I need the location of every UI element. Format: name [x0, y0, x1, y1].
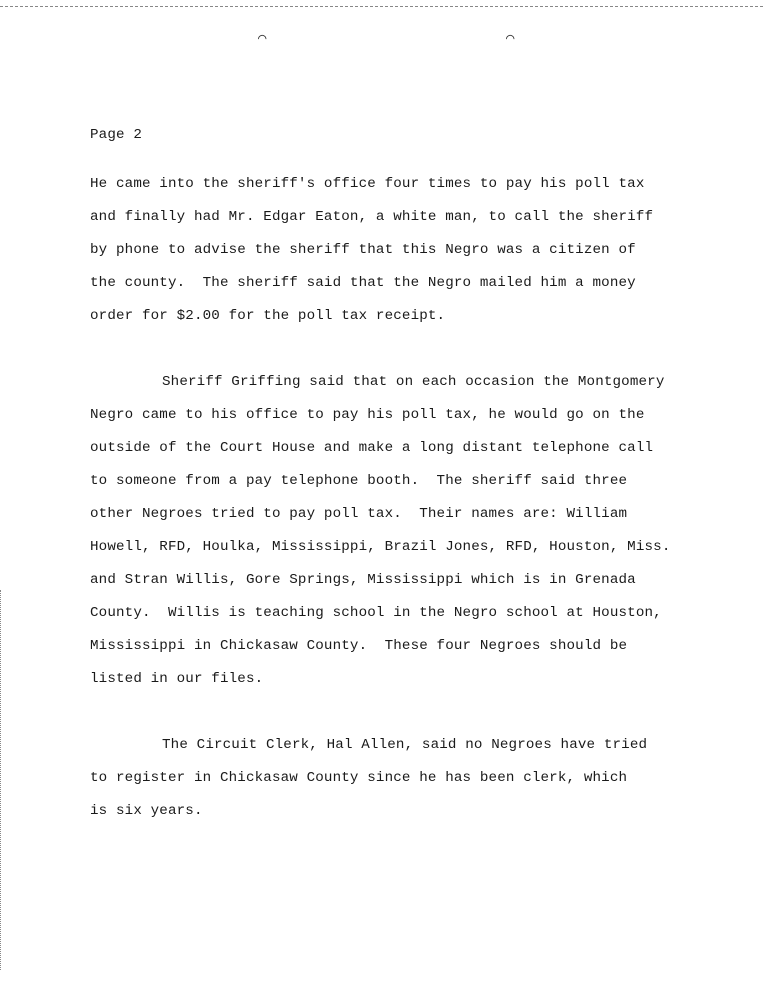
text-line: by phone to advise the sheriff that this Negro was a citizen of: [90, 242, 636, 258]
text-line: and Stran Willis, Gore Springs, Mississippi which is in Grenada: [90, 572, 636, 588]
text-line: the county. The sheriff said that the Negro mailed him a money: [90, 275, 636, 291]
text-line: Mississippi in Chickasaw County. These four Negroes should be: [90, 638, 628, 654]
text-line: County. Willis is teaching school in the Negro school at Houston,: [90, 605, 662, 621]
scan-mark: ⌒: [506, 31, 515, 47]
text-line: The Circuit Clerk, Hal Allen, said no Negroes have tried: [162, 737, 648, 753]
text-line: to register in Chickasaw County since he has been clerk, which: [90, 770, 628, 786]
page-number: Page 2: [90, 127, 142, 143]
paragraph-1: [90, 160, 710, 342]
text-line: listed in our files.: [90, 671, 264, 687]
text-line: Negro came to his office to pay his poll tax, he would go on the: [90, 407, 645, 423]
page-top-edge: [0, 0, 763, 7]
text-line: and finally had Mr. Edgar Eaton, a white man, to call the sheriff: [90, 209, 654, 225]
document-page: [90, 127, 710, 853]
text-line: outside of the Court House and make a long distant telephone call: [90, 440, 654, 456]
text-line: Howell, RFD, Houlka, Mississippi, Brazil Jones, RFD, Houston, Miss.: [90, 539, 671, 555]
text-line: Sheriff Griffing said that on each occasion the Montgomery: [162, 374, 665, 390]
page-left-edge: [0, 590, 3, 970]
scan-mark: ⌒: [258, 31, 267, 47]
text-line: to someone from a pay telephone booth. The sheriff said three: [90, 473, 628, 489]
text-line: other Negroes tried to pay poll tax. Their names are: William: [90, 506, 628, 522]
paragraph-2: [90, 358, 710, 705]
text-line: is six years.: [90, 803, 203, 819]
text-line: order for $2.00 for the poll tax receipt.: [90, 308, 446, 324]
paragraph-3: [90, 721, 710, 837]
text-line: He came into the sheriff's office four times to pay his poll tax: [90, 176, 645, 192]
